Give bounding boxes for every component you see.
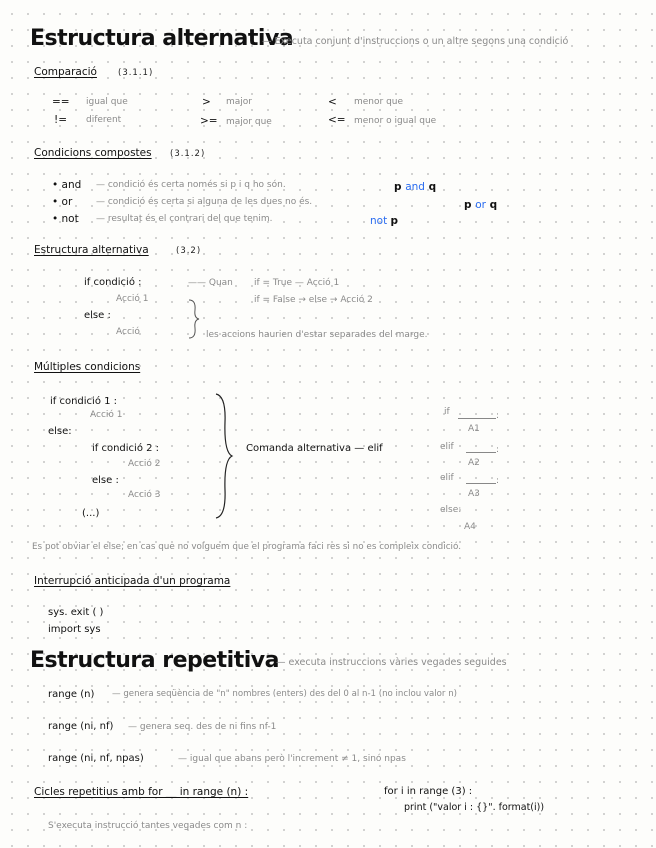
mult-right-colon-3: :	[496, 476, 500, 486]
alternativa-number: (3.2)	[176, 246, 202, 256]
op-lt-desc: menor que	[354, 97, 404, 107]
op-ne-desc: diferent	[86, 115, 122, 125]
compostes-item-not: • not	[52, 213, 79, 225]
compostes-or-example: p or q	[464, 199, 498, 211]
mult-else2: else :	[92, 475, 119, 486]
mult-right-kw-4: else:	[440, 505, 462, 515]
mult-accio1: Acció 1	[90, 410, 123, 420]
mult-accio3: Acció 3	[128, 490, 161, 500]
op-gt-symbol: >	[202, 96, 211, 108]
alt-note: les accions haurien d'estar separades del marge.	[206, 330, 428, 340]
comparacio-heading: Comparació	[34, 66, 97, 78]
alt-accio1: Acció 1	[116, 294, 149, 304]
mult-note: Es pot obviar el else; en cas que no volguem que el programa faci res si no es compleix condició.	[32, 542, 462, 552]
interrupcio-line1: sys. exit ( )	[48, 607, 104, 618]
compostes-and-desc: — condició és certa només si p i q ho són.	[96, 180, 286, 190]
op-ge-desc: major que	[226, 117, 272, 127]
mult-right-kw-3: elif	[440, 473, 454, 483]
compostes-number: (3.1.2)	[170, 149, 206, 159]
mult-else1: else:	[48, 426, 72, 437]
range-2-desc: — genera seq. des de ni fins nf-1	[128, 722, 277, 732]
alt-accio: Acció	[116, 327, 140, 337]
range-1-code: range (n)	[48, 689, 95, 700]
mult-right-line-3	[466, 483, 496, 484]
op-le-desc: menor o igual que	[354, 116, 437, 126]
mult-dots: (...)	[82, 508, 100, 519]
interrupcio-line2: import sys	[48, 624, 101, 635]
compostes-not-desc: — resultat és el contrari del que tenim.	[96, 214, 273, 224]
alt-else: else :	[84, 310, 111, 321]
mult-right-label-2: A2	[468, 458, 480, 468]
mult-right-label-1: A1	[468, 424, 480, 434]
mult-right-colon-1: :	[496, 411, 500, 421]
alt-true-line: if = True — Acció 1	[254, 278, 340, 288]
alt-quan: —— Quan	[188, 278, 233, 288]
mult-comanda: Comanda alternativa — elif	[246, 443, 383, 454]
alternativa-heading: Estructura alternativa	[34, 244, 149, 256]
range-3-code: range (ni, nf, npas)	[48, 753, 144, 764]
alt-false-line: if = False → else → Acció 2	[254, 295, 373, 305]
mult-if2: if condició 2 :	[92, 443, 160, 454]
range-1-desc: — genera seqüència de "n" nombres (enters) des del 0 al n-1 (no inclou valor n)	[112, 689, 457, 699]
compostes-heading: Condicions compostes	[34, 147, 152, 159]
op-eq-desc: igual que	[86, 97, 128, 107]
mult-right-kw-2: elif	[440, 442, 454, 452]
cicles-desc: S'executa instrucció tantes vegades com n :	[48, 821, 248, 831]
compostes-item-or: • or	[52, 196, 73, 208]
mult-right-kw-1: if	[444, 407, 450, 417]
mult-right-line-1	[458, 418, 496, 419]
compostes-item-and: • and	[52, 179, 82, 191]
mult-right-line-2	[466, 452, 496, 453]
mult-if-line: if condició 1 :	[50, 396, 118, 407]
cicles-heading: Cicles repetitius amb for __ in range (n) :	[34, 786, 249, 798]
comparacio-number: (3.1.1)	[118, 68, 154, 78]
range-2-code: range (ni, nf)	[48, 721, 114, 732]
range-3-desc: — igual que abans però l'increment ≠ 1, sinó npas	[178, 754, 406, 764]
title-repetitiva: Estructura repetitiva	[30, 648, 279, 673]
alt-brace	[186, 298, 202, 340]
main-title-description: — Executa conjunt d'instruccions o un altre segons una condició	[262, 36, 569, 47]
mult-brace	[212, 392, 236, 520]
op-gt-desc: major	[226, 97, 252, 107]
op-ne-symbol: !=	[54, 114, 68, 126]
title-repetitiva-description: — executa instruccions vàries vegades seguides	[276, 657, 507, 668]
compostes-not-example: not p	[370, 215, 399, 227]
mult-right-label-4: A4	[464, 522, 476, 532]
main-title: Estructura alternativa	[30, 26, 294, 51]
mult-right-label-3: A3	[468, 489, 480, 499]
mult-accio2: Acció 2	[128, 459, 161, 469]
interrupcio-heading: Interrupció anticipada d'un programa	[34, 575, 231, 587]
cicles-code2: print ("valor i : {}". format(i))	[404, 802, 545, 813]
op-le-symbol: <=	[328, 114, 346, 126]
multiples-heading: Múltiples condicions	[34, 361, 141, 373]
compostes-or-desc: — condició és certa si alguna de les dues no és.	[96, 197, 313, 207]
op-eq-symbol: ==	[52, 96, 70, 108]
alt-if-line: if condició :	[84, 277, 142, 288]
compostes-and-example: p and q	[394, 181, 437, 193]
mult-right-colon-2: :	[496, 445, 500, 455]
cicles-code1: for i in range (3) :	[384, 786, 473, 797]
op-ge-symbol: >=	[200, 115, 218, 127]
op-lt-symbol: <	[328, 96, 337, 108]
